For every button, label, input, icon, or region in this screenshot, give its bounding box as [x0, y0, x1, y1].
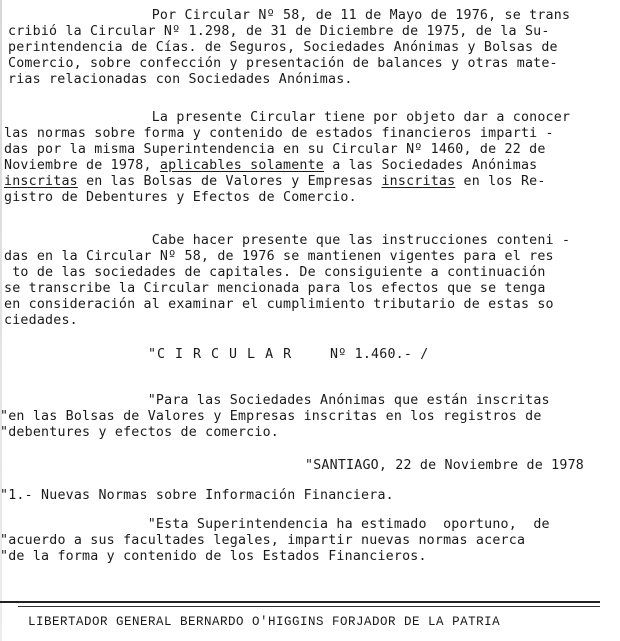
underlined-inscritas-2: inscritas	[381, 174, 456, 189]
underlined-inscritas-1: inscritas	[4, 174, 78, 189]
paragraph-2-line-5	[4, 174, 546, 190]
paragraph-1-line-4: Comercio, sobre confección y presentación de balances y otras mate-	[8, 56, 558, 71]
line-5-middle: en las Bolsas de Valores y Empresas	[77, 174, 382, 189]
quote-body-line-1: "Esta Superintendencia ha estimado oportuno, de	[0, 517, 550, 532]
paragraph-2-line-3: das por la misma Superintendencia en su Circular Nº 1460, de 22 de	[4, 142, 546, 157]
footer-motto: LIBERTADOR GENERAL BERNARDO O'HIGGINS FORJADOR DE LA PATRIA	[28, 615, 501, 629]
footer-rule-thick	[0, 601, 600, 603]
paragraph-3-line-4: se transcribe la Circular mencionada para los efectos que se tenga	[4, 281, 546, 296]
quote-intro-line-3: "debentures y efectos de comercio.	[0, 425, 279, 440]
paragraph-2-line-1: La presente Circular tiene por objeto dar a conocer	[4, 110, 571, 125]
paragraph-2-line-4	[4, 158, 537, 174]
section-1-title: "1.- Nuevas Normas sobre Información Financiera.	[0, 488, 394, 503]
footer-rule-thin	[18, 606, 600, 607]
quote-intro-line-2: "en las Bolsas de Valores y Empresas inscritas en los registros de	[0, 409, 542, 424]
line-4-start: Noviembre de 1978,	[4, 158, 160, 173]
paragraph-1-line-1: Por Circular Nº 58, de 11 de Mayo de 1976, se trans	[4, 8, 571, 23]
paragraph-1-line-3: perintendencia de Cías. de Seguros, Sociedades Anónimas y Bolsas de	[8, 40, 558, 55]
quote-body-line-2: "acuerdo a sus facultades legales, impartir nuevas normas acerca	[0, 533, 526, 548]
paragraph-2-line-2: las normas sobre forma y contenido de estados financieros imparti -	[4, 126, 554, 141]
paragraph-3-line-1: Cabe hacer presente que las instrucciones conteni -	[4, 233, 571, 248]
dateline: "SANTIAGO, 22 de Noviembre de 1978	[305, 458, 584, 473]
paragraph-3-line-3: to de las sociedades de capitales. De consiguiente a continuación	[4, 265, 546, 280]
paragraph-1-line-5: rias relacionadas con Sociedades Anónimas.	[8, 72, 353, 87]
paragraph-3-line-2: das en la Circular Nº 58, de 1976 se mantienen vigentes para el res	[4, 249, 554, 264]
quote-intro-line-1: "Para las Sociedades Anónimas que están inscritas	[0, 393, 550, 408]
paragraph-3-line-5: en consideración al examinar el cumplimiento tributario de estas so	[4, 297, 554, 312]
circular-heading-number: Nº 1.460.- /	[330, 347, 429, 362]
line-4-end: a las Sociedades Anónimas	[324, 158, 538, 173]
paragraph-3-line-6: ciedades.	[4, 313, 78, 328]
paragraph-2-line-6: gistro de Debentures y Efectos de Comercio.	[4, 190, 357, 205]
underlined-aplicables-solamente: aplicables solamente	[159, 158, 325, 173]
circular-heading-label: "C I R C U L A R	[148, 347, 293, 362]
line-5-end: en los Re-	[455, 174, 546, 189]
paragraph-1-line-2: cribió la Circular Nº 1.298, de 31 de Diciembre de 1975, de la Su-	[8, 24, 550, 39]
quote-body-line-3: "de la forma y contenido de los Estados Financieros.	[0, 549, 427, 564]
